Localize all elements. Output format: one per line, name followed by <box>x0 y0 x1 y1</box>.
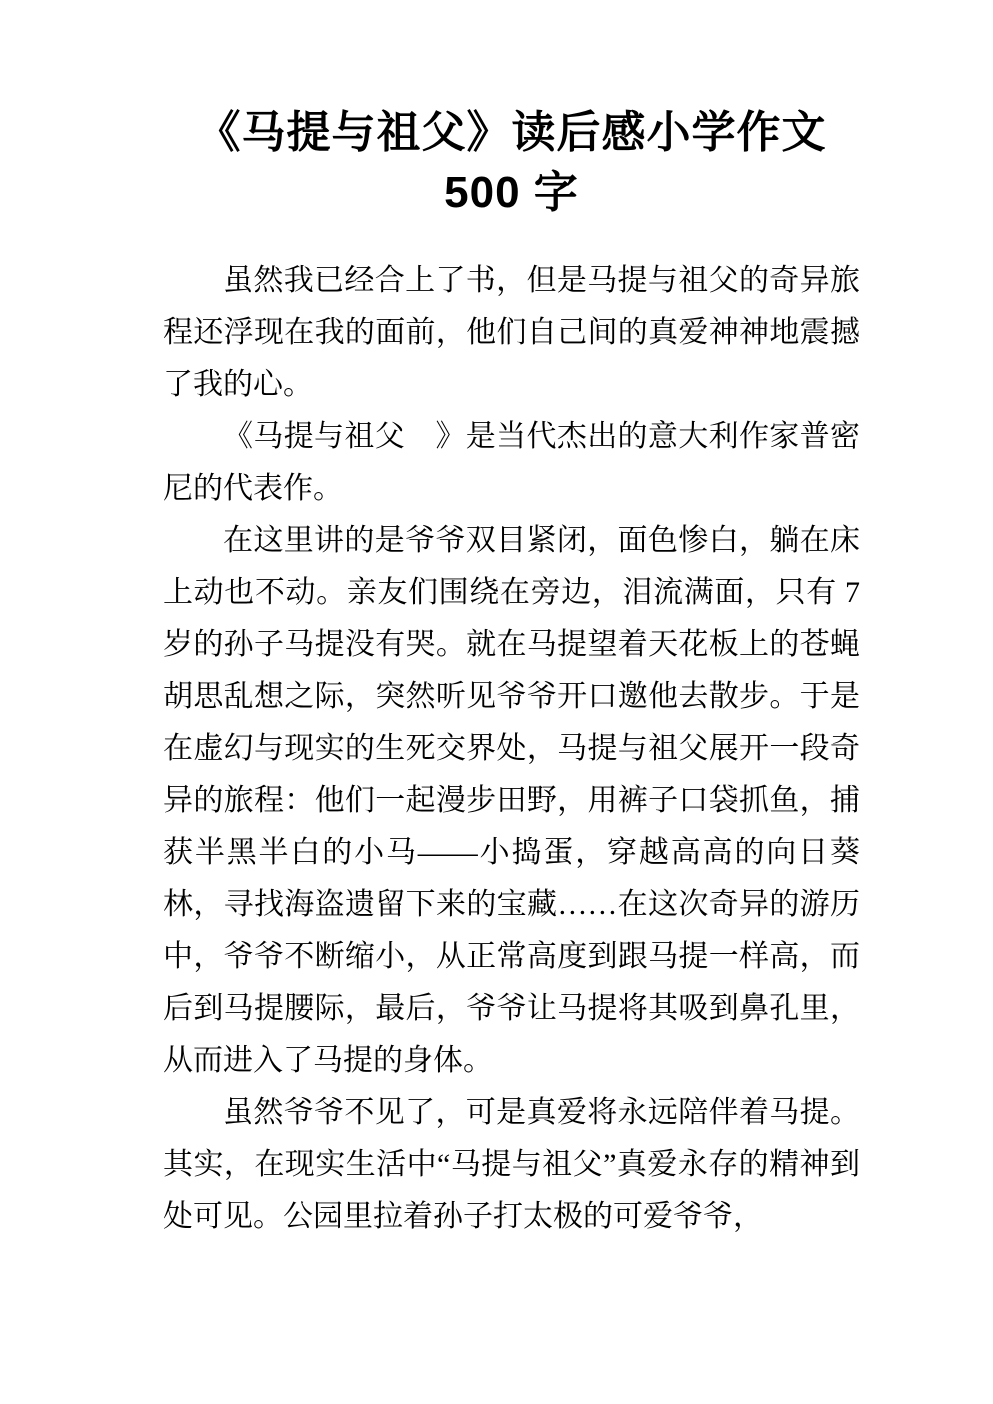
document-content <box>163 0 860 1243</box>
paragraph-reflection: 虽然爷爷不见了，可是真爱将永远陪伴着马提。其实，在现实生活中“马提与祖父”真爱永存的精神到处可见。公园里拉着孙子打太极的可爱爷爷， <box>163 1096 860 1233</box>
document-title: 《马提与祖父》读后感小学作文 500 字 <box>196 108 827 217</box>
paragraph-story-summary: 在这里讲的是爷爷双目紧闭，面色惨白，躺在床上动也不动。亲友们围绕在旁边，泪流满面，只有 7 岁的孙子马提没有哭。就在马提望着天花板上的苍蝇胡思乱想之际，突然听见爷爷开口邀他去散步。于是在虚幻与现实的生死交界处，马提与祖父展开一段奇异的旅程：他们一起漫步田野，用裤子口袋抓鱼，捕获半黑半白的小马——小捣蛋，穿越高高的向日葵林，寻找海盗遗留下来的宝藏……在这次奇异的游历中，爷爷不断缩小，从正常高度到跟马提一样高，而后到马提腰际，最后，爷爷让马提将其吸到鼻孔里，从而进入了马提的身体。 <box>163 524 860 1077</box>
document-body <box>163 255 860 1243</box>
paragraph-book-author: 《马提与祖父 》是当代杰出的意大利作家普密尼的代表作。 <box>163 420 860 505</box>
paragraph-intro: 虽然我已经合上了书，但是马提与祖父的奇异旅程还浮现在我的面前，他们自己间的真爱神神地震撼了我的心。 <box>163 264 860 401</box>
